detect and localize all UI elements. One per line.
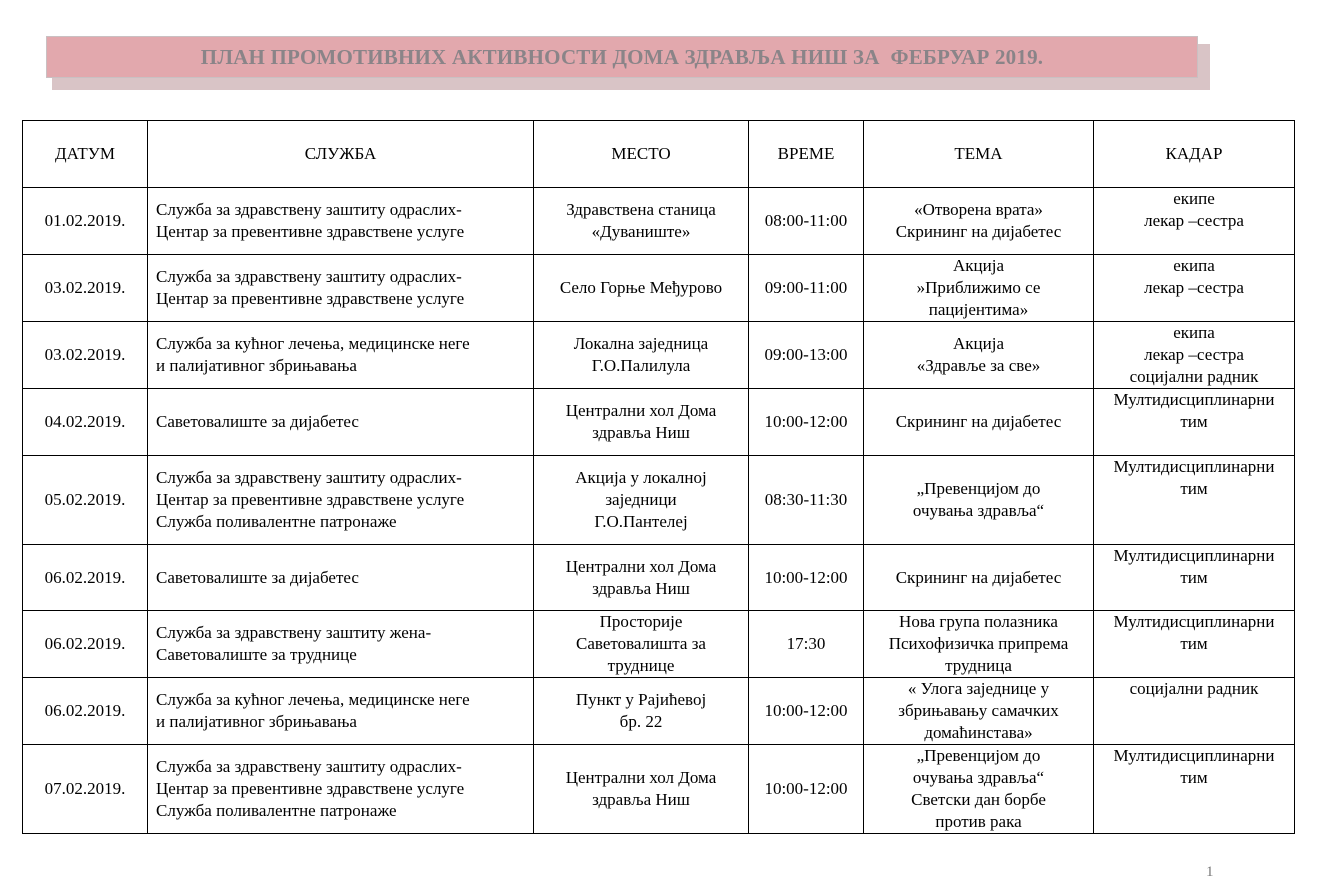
cell-topic-line: «Отворена врата» <box>914 200 1043 219</box>
cell-topic <box>864 456 1094 545</box>
cell-date: 03.02.2019. <box>23 255 148 322</box>
cell-topic-line: »Приближимо се <box>916 278 1041 297</box>
cell-topic-line: очувања здравља“ <box>912 501 1045 520</box>
cell-service-line: Саветовалиште за дијабетес <box>156 567 359 587</box>
column-header-staff: КАДАР <box>1094 121 1295 188</box>
cell-topic <box>864 545 1094 611</box>
cell-topic <box>864 678 1094 745</box>
column-header-topic: ТЕМА <box>864 121 1094 188</box>
cell-topic-line: пацијентима» <box>928 300 1029 319</box>
cell-topic <box>864 188 1094 255</box>
cell-service <box>148 322 534 389</box>
cell-topic-line: « Улога заједнице у <box>907 679 1050 698</box>
cell-date: 04.02.2019. <box>23 389 148 456</box>
cell-place-line: заједници <box>605 490 677 509</box>
cell-topic-line: Скрининг на дијабетес <box>895 222 1062 241</box>
cell-staff <box>1094 678 1295 745</box>
cell-date: 05.02.2019. <box>23 456 148 545</box>
cell-service-line: Служба за здравствену заштиту жена- <box>156 623 432 642</box>
cell-topic-line: очувања здравља“ <box>912 768 1045 787</box>
cell-topic-line: домаћинстава» <box>924 723 1033 742</box>
cell-topic-line: против рака <box>935 812 1022 831</box>
cell-staff <box>1094 456 1295 545</box>
cell-topic-line: Акција <box>953 334 1004 353</box>
cell-place <box>534 389 749 456</box>
cell-staff-line: Мултидисциплинарни <box>1113 746 1275 765</box>
cell-topic-line: трудница <box>945 656 1012 675</box>
cell-place-line: Пункт у Рајићевој <box>575 690 707 709</box>
cell-date: 07.02.2019. <box>23 745 148 834</box>
cell-service-line: Центар за превентивне здравствене услуге <box>156 289 465 308</box>
cell-service <box>148 389 534 456</box>
cell-place-line: Акција у локалној <box>575 468 707 487</box>
cell-place-line: здравља Ниш <box>592 423 690 442</box>
cell-staff-line: Мултидисциплинарни <box>1113 390 1275 409</box>
table-row <box>23 322 1295 389</box>
cell-staff-line: Мултидисциплинарни <box>1113 457 1275 476</box>
cell-staff <box>1094 255 1295 322</box>
table-header-row <box>23 121 1295 188</box>
cell-date: 01.02.2019. <box>23 188 148 255</box>
cell-place-line: Саветовалишта за <box>576 634 706 653</box>
cell-topic-line: збрињавању самачких <box>898 701 1059 720</box>
cell-topic <box>864 745 1094 834</box>
table-row <box>23 188 1295 255</box>
cell-place-line: труднице <box>607 656 675 675</box>
cell-place-line: бр. 22 <box>619 712 663 731</box>
cell-place-line: Г.О.Палилула <box>591 356 691 375</box>
cell-topic-line: Нова група полазника <box>899 612 1058 631</box>
cell-date: 06.02.2019. <box>23 611 148 678</box>
cell-date: 06.02.2019. <box>23 678 148 745</box>
cell-service <box>148 745 534 834</box>
cell-service <box>148 188 534 255</box>
cell-service-line: Саветовалиште за дијабетес <box>156 412 359 431</box>
cell-place <box>534 611 749 678</box>
cell-place <box>534 322 749 389</box>
cell-topic-line: „Превенцијом до <box>916 479 1041 498</box>
cell-staff-line: Мултидисциплинарни <box>1113 612 1275 631</box>
cell-time: 10:00-12:00 <box>749 389 864 456</box>
cell-service-line: Служба за кућног лечења, медицинске неге <box>156 690 470 709</box>
cell-topic-line: Психофизичка припрема <box>888 634 1069 653</box>
cell-service <box>148 545 534 611</box>
cell-staff-line: екипе <box>1173 189 1215 208</box>
cell-place <box>534 188 749 255</box>
page-number: 1 <box>1206 864 1214 880</box>
cell-staff-line: екипа <box>1173 323 1215 342</box>
cell-service-line: Служба за здравствену заштиту одраслих- <box>156 757 462 776</box>
cell-service-line: Служба за здравствену заштиту одраслих- <box>156 200 462 219</box>
cell-staff-line: тим <box>1180 568 1208 587</box>
cell-staff-line: тим <box>1180 479 1208 498</box>
cell-staff-line: лекар –сестра <box>1144 278 1244 297</box>
cell-service-line: Служба поливалентне патронаже <box>156 512 397 531</box>
cell-service <box>148 456 534 545</box>
cell-service-line: Служба за здравствену заштиту одраслих- <box>156 468 462 487</box>
cell-place-line: Локална заједница <box>573 334 709 353</box>
cell-place-line: «Дуваниште» <box>591 222 691 241</box>
cell-service-line: и палијативног збрињавања <box>156 712 357 731</box>
cell-staff-line: тим <box>1180 768 1208 787</box>
cell-place-line: здравља Ниш <box>592 578 690 598</box>
table-row <box>23 255 1295 322</box>
cell-topic <box>864 322 1094 389</box>
table-row <box>23 456 1295 545</box>
cell-staff <box>1094 322 1295 389</box>
cell-place-line: Просторије <box>599 612 683 631</box>
cell-service-line: Служба поливалентне патронаже <box>156 801 397 820</box>
cell-service-line: Центар за превентивне здравствене услуге <box>156 222 465 241</box>
cell-topic <box>864 389 1094 456</box>
cell-topic-line: «Здравље за све» <box>916 356 1041 375</box>
table-row <box>23 545 1295 611</box>
page-title: ПЛАН ПРОМОТИВНИХ АКТИВНОСТИ ДОМА ЗДРАВЉА НИШ ЗА ФЕБРУАР 2019. <box>200 44 1044 69</box>
cell-staff-line: тим <box>1180 412 1208 431</box>
cell-place <box>534 456 749 545</box>
cell-time: 08:30-11:30 <box>749 456 864 545</box>
cell-staff-line: екипа <box>1173 256 1215 275</box>
cell-staff <box>1094 611 1295 678</box>
cell-topic-line: Скрининг на дијабетес <box>895 412 1062 431</box>
cell-staff <box>1094 389 1295 456</box>
cell-topic <box>864 255 1094 322</box>
cell-time: 10:00-12:00 <box>749 745 864 834</box>
cell-topic-line: „Превенцијом до <box>916 746 1041 765</box>
cell-date: 06.02.2019. <box>23 545 148 611</box>
cell-staff <box>1094 188 1295 255</box>
cell-service <box>148 255 534 322</box>
cell-service <box>148 611 534 678</box>
table-row <box>23 678 1295 745</box>
cell-time: 10:00-12:00 <box>749 545 864 611</box>
cell-place-line: Село Горње Међурово <box>559 278 723 297</box>
cell-staff-line: социјални радник <box>1129 679 1259 698</box>
cell-staff <box>1094 545 1295 611</box>
cell-place <box>534 745 749 834</box>
cell-place-line: Здравствена станица <box>566 200 716 219</box>
cell-service <box>148 678 534 745</box>
cell-time: 09:00-11:00 <box>749 255 864 322</box>
cell-staff <box>1094 745 1295 834</box>
column-header-service: СЛУЖБА <box>148 121 534 188</box>
cell-service-line: и палијативног збрињавања <box>156 356 357 375</box>
cell-time: 17:30 <box>749 611 864 678</box>
cell-place-line: Централни хол Дома <box>565 401 717 420</box>
cell-place-line: Г.О.Пантелеј <box>594 512 688 531</box>
cell-place <box>534 678 749 745</box>
cell-topic-line: Акција <box>953 256 1004 275</box>
cell-time: 09:00-13:00 <box>749 322 864 389</box>
cell-place-line: Централни хол Дома <box>565 768 717 787</box>
activity-plan-table <box>22 120 1295 834</box>
table-body <box>23 188 1295 834</box>
column-header-time: ВРЕМЕ <box>749 121 864 188</box>
cell-topic-line: Светски дан борбе <box>911 790 1046 809</box>
table-row <box>23 611 1295 678</box>
cell-service-line: Саветовалиште за труднице <box>156 645 357 664</box>
cell-topic-line: Скрининг на дијабетес <box>895 567 1062 587</box>
cell-place <box>534 255 749 322</box>
cell-service-line: Служба за здравствену заштиту одраслих- <box>156 267 462 286</box>
cell-service-line: Центар за превентивне здравствене услуге <box>156 779 465 798</box>
cell-staff-line: лекар –сестра <box>1144 345 1244 364</box>
cell-staff-line: Мултидисциплинарни <box>1113 546 1275 565</box>
cell-place <box>534 545 749 611</box>
table-row <box>23 389 1295 456</box>
cell-time: 10:00-12:00 <box>749 678 864 745</box>
cell-staff-line: лекар –сестра <box>1144 211 1244 230</box>
cell-date: 03.02.2019. <box>23 322 148 389</box>
cell-service-line: Служба за кућног лечења, медицинске неге <box>156 334 470 353</box>
cell-place-line: здравља Ниш <box>592 790 690 809</box>
cell-service-line: Центар за превентивне здравствене услуге <box>156 490 465 509</box>
cell-staff-line: социјални радник <box>1129 367 1259 386</box>
title-banner <box>46 36 1198 78</box>
table-row <box>23 745 1295 834</box>
cell-time: 08:00-11:00 <box>749 188 864 255</box>
cell-topic <box>864 611 1094 678</box>
column-header-place: МЕСТО <box>534 121 749 188</box>
cell-place-line: Централни хол Дома <box>565 556 717 576</box>
column-header-date: ДАТУМ <box>23 121 148 188</box>
cell-staff-line: тим <box>1180 634 1208 653</box>
